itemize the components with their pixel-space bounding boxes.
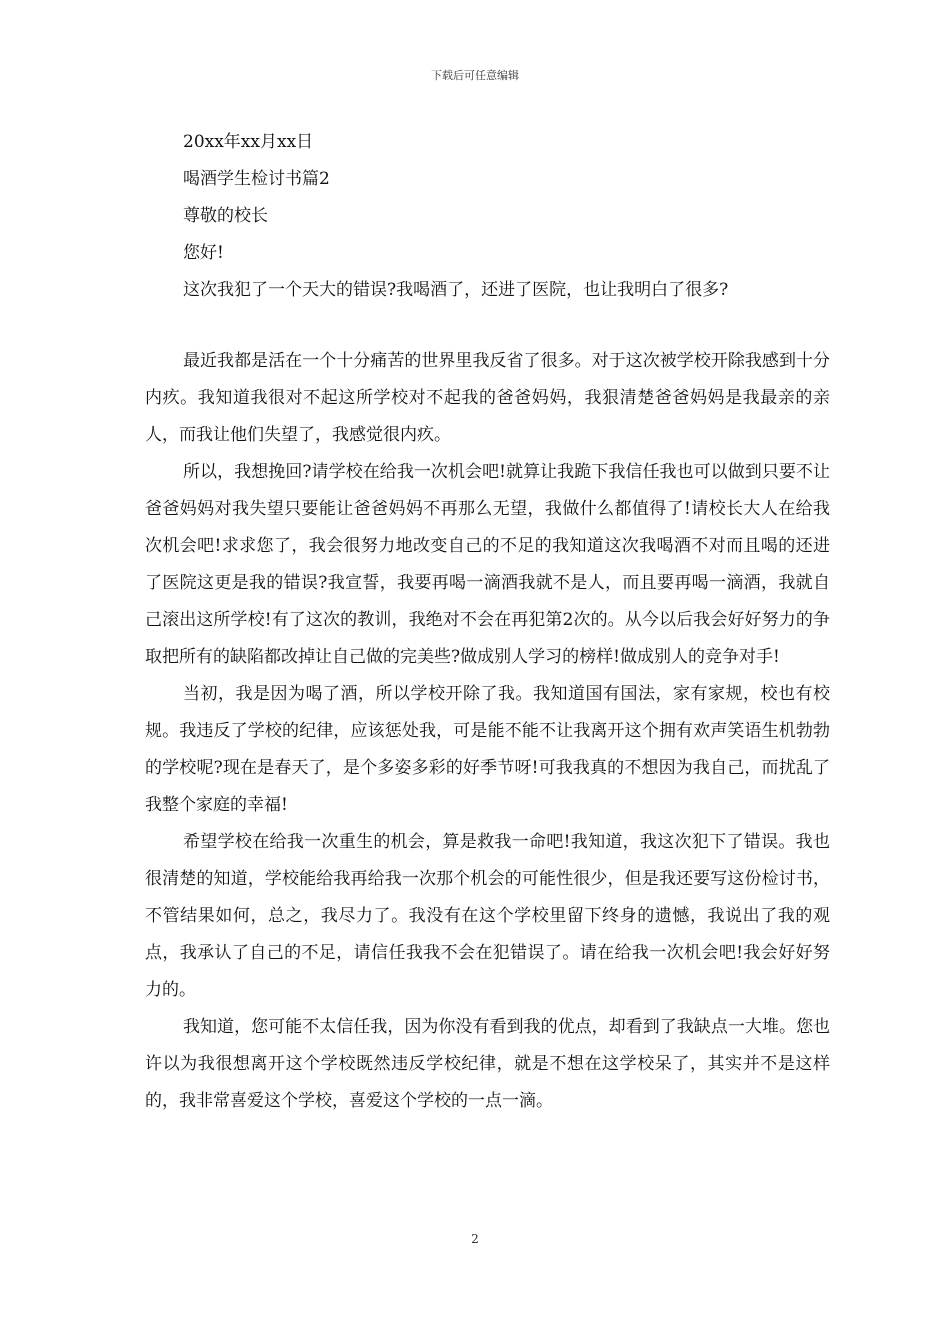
page-number: 2 bbox=[471, 1232, 479, 1246]
page-header-note: 下载后可任意编辑 bbox=[431, 69, 519, 82]
greeting: 您好! bbox=[183, 243, 224, 263]
paragraph-2: 所以，我想挽回?请学校在给我一次机会吧!就算让我跪下我信任我也可以做到只要不让爸爸妈妈对我失望只要能让爸爸妈妈不再那么无望，我做什么都值得了!请校长大人在给我次机会吧!求求您了，我会很努力地改变自己的不足的我知道这次我喝酒不对而且喝的还进了医院这更是我的错误?我宣誓，我要再喝一滴酒我就不是人，而且要再喝一滴酒，我就自己滚出这所学校!有了这次的教训，我绝对不会在再犯第2次的。从今以后我会好好努力的争取把所有的缺陷都改掉让自己做的完美些?做成别人学习的榜样!做成别人的竞争对手! bbox=[145, 462, 830, 667]
document-body bbox=[145, 124, 830, 1120]
salutation: 尊敬的校长 bbox=[183, 206, 268, 226]
paragraph-5: 我知道，您可能不太信任我，因为你没有看到我的优点，却看到了我缺点一大堆。您也许以为我很想离开这个学校既然违反学校纪律，就是不想在这学校呆了，其实并不是这样的，我非常喜爱这个学校，喜爱这个学校的一点一滴。 bbox=[145, 1017, 830, 1111]
opening-line: 这次我犯了一个天大的错误?我喝酒了，还进了医院，也让我明白了很多? bbox=[183, 280, 729, 300]
paragraph-4: 希望学校在给我一次重生的机会，算是救我一命吧!我知道，我这次犯下了错误。我也很清楚的知道，学校能给我再给我一次那个机会的可能性很少，但是我还要写这份检讨书，不管结果如何，总之，我尽力了。我没有在这个学校里留下终身的遗憾，我说出了我的观点，我承认了自己的不足，请信任我我不会在犯错误了。请在给我一次机会吧!我会好好努力的。 bbox=[145, 832, 830, 1000]
spacer bbox=[145, 309, 830, 343]
paragraph-1: 最近我都是活在一个十分痛苦的世界里我反省了很多。对于这次被学校开除我感到十分内疚。我知道我很对不起这所学校对不起我的爸爸妈妈，我狠清楚爸爸妈妈是我最亲的亲人，而我让他们失望了，我感觉很内疚。 bbox=[145, 351, 830, 445]
paragraph-3: 当初，我是因为喝了酒，所以学校开除了我。我知道国有国法，家有家规，校也有校规。我违反了学校的纪律，应该惩处我，可是能不能不让我离开这个拥有欢声笑语生机勃勃的学校呢?现在是春天了，是个多姿多彩的好季节呀!可我我真的不想因为我自己，而扰乱了我整个家庭的幸福! bbox=[145, 684, 830, 815]
document-title: 喝酒学生检讨书篇2 bbox=[183, 169, 330, 189]
date-line: 20xx年xx月xx日 bbox=[183, 132, 314, 152]
